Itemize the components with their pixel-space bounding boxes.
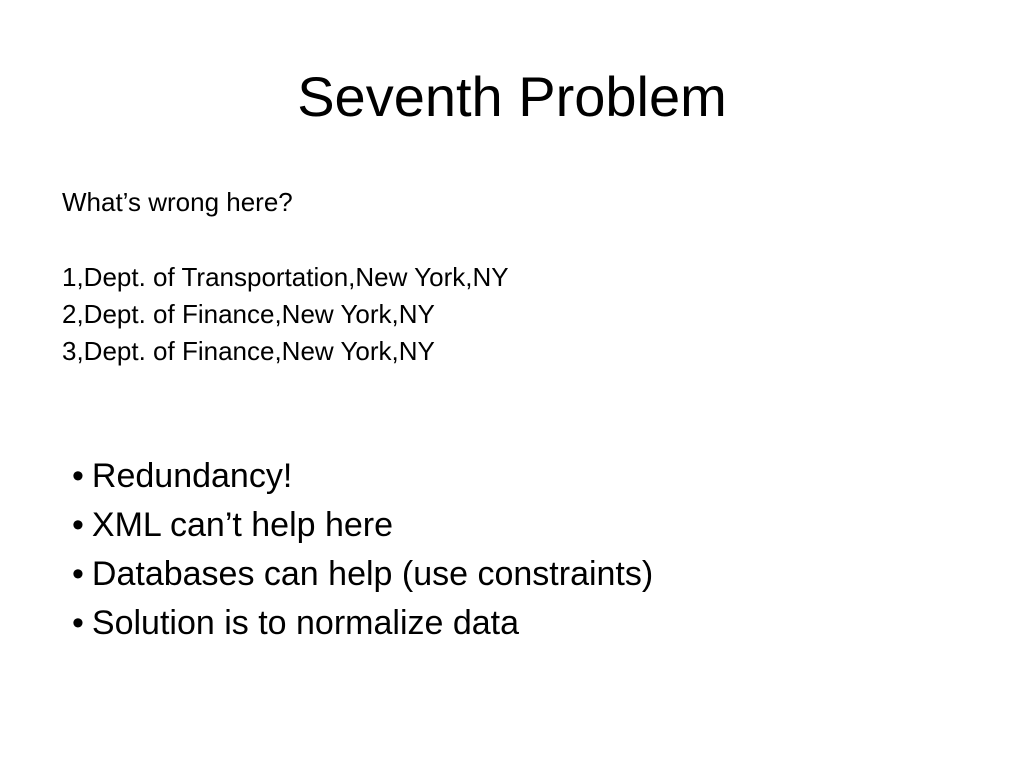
bullet-icon: • — [72, 555, 84, 593]
csv-record: 2,Dept. of Finance,New York,NY — [62, 299, 435, 329]
bullet-text: Databases can help (use constraints) — [91, 555, 654, 593]
csv-record: 3,Dept. of Finance,New York,NY — [62, 336, 435, 366]
bullet-item — [72, 550, 653, 599]
csv-records-list — [62, 259, 509, 370]
bullet-icon: • — [72, 604, 84, 642]
bullet-icon: • — [72, 506, 84, 544]
slide-title: Seventh Problem — [297, 65, 727, 128]
question-text: What’s wrong here? — [62, 187, 293, 217]
bullet-text: Redundancy! — [91, 457, 293, 495]
bullet-item — [72, 599, 653, 648]
bullet-icon: • — [72, 457, 84, 495]
bullet-list — [72, 452, 653, 648]
bullet-item — [72, 501, 653, 550]
bullet-item — [72, 452, 653, 501]
csv-record: 1,Dept. of Transportation,New York,NY — [62, 262, 509, 292]
bullet-text: XML can’t help here — [91, 506, 394, 544]
bullet-text: Solution is to normalize data — [91, 604, 520, 642]
